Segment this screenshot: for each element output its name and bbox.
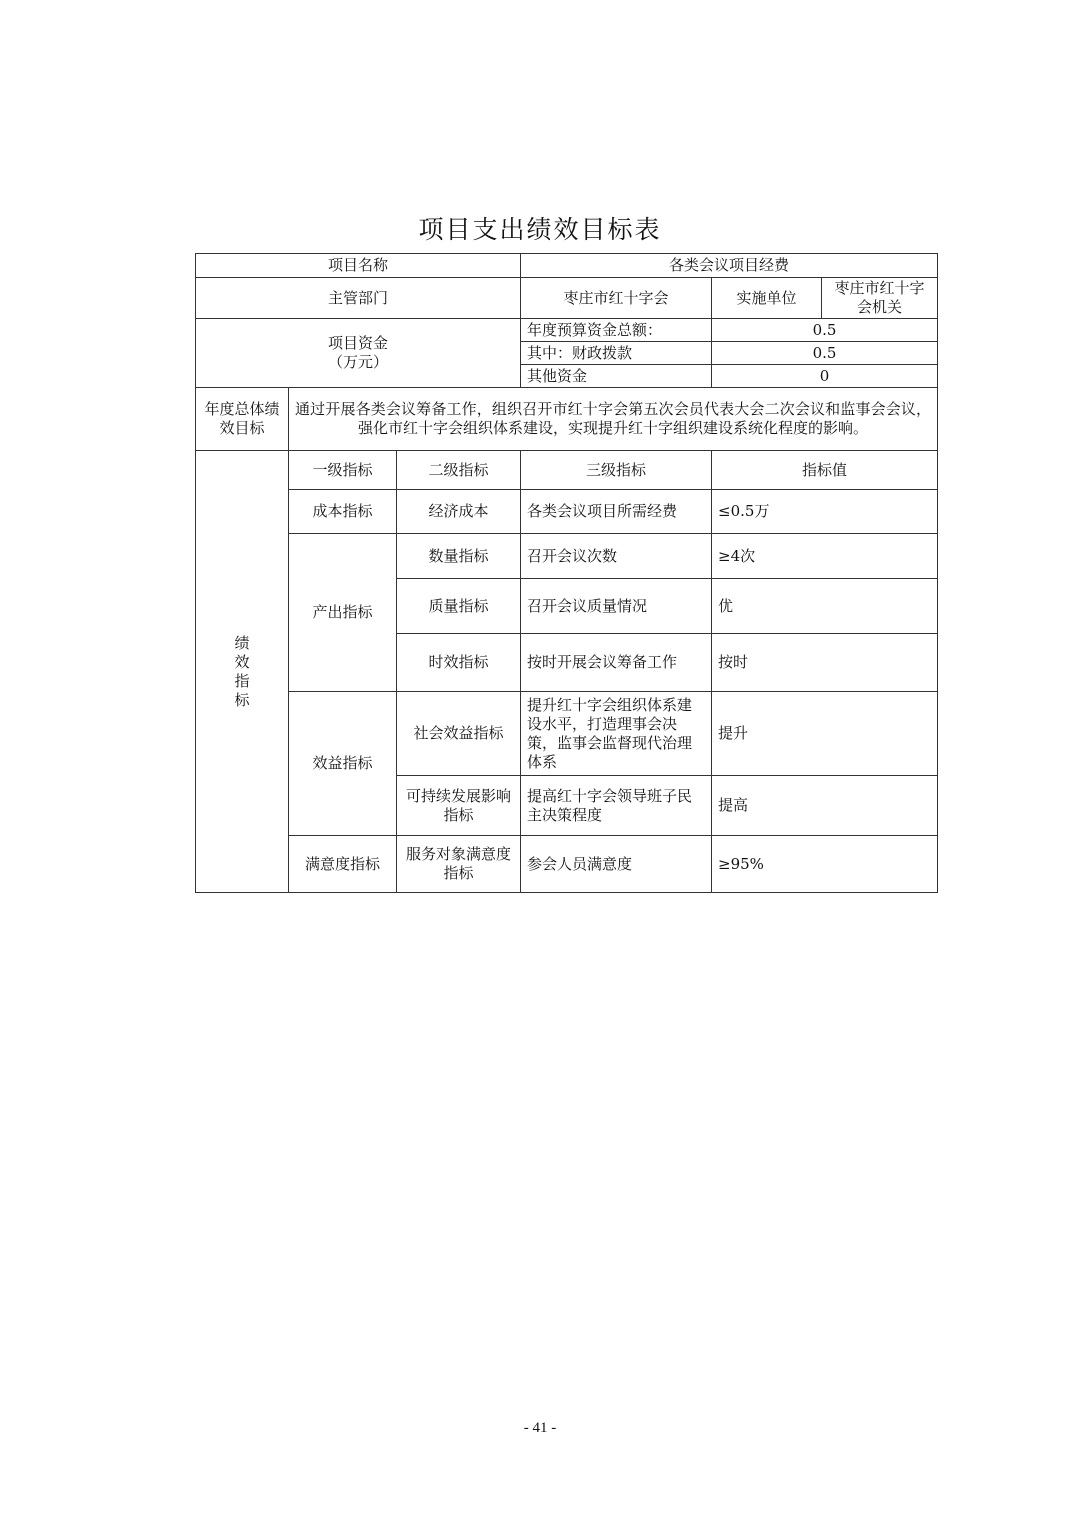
perf-label-char: 指 bbox=[234, 671, 250, 690]
goal-text: 通过开展各类会议筹备工作，组织召开市红十字会第五次会员代表大会二次会议和监事会会议，强化市红十字会组织体系建设，实现提升红十字组织建设系统化程度的影响。 bbox=[289, 388, 938, 451]
output-quantity-level2: 数量指标 bbox=[397, 534, 521, 579]
table-row bbox=[196, 254, 938, 278]
table-title: 项目支出绩效目标表 bbox=[418, 215, 662, 244]
output-level1: 产出指标 bbox=[289, 534, 397, 692]
table-row bbox=[196, 534, 938, 579]
benefit-level1: 效益指标 bbox=[289, 692, 397, 836]
performance-target-table bbox=[195, 253, 938, 893]
benefit-social-level3: 提升红十字会组织体系建设水平，打造理事会决策，监事会监督现代治理体系 bbox=[521, 692, 712, 776]
table-row bbox=[196, 836, 938, 893]
perf-label-char: 绩 bbox=[234, 633, 250, 652]
cost-level2: 经济成本 bbox=[397, 490, 521, 534]
table-row bbox=[196, 490, 938, 534]
cost-level3: 各类会议项目所需经费 bbox=[521, 490, 712, 534]
benefit-sustainable-level2: 可持续发展影响指标 bbox=[397, 776, 521, 836]
table-row bbox=[196, 278, 938, 319]
output-quality-level2: 质量指标 bbox=[397, 579, 521, 634]
project-name-label: 项目名称 bbox=[196, 254, 521, 278]
table-row bbox=[196, 388, 938, 451]
output-timeliness-level3: 按时开展会议筹备工作 bbox=[521, 634, 712, 692]
fund-label-line1: 项目资金 bbox=[328, 334, 389, 352]
goal-label: 年度总体绩效目标 bbox=[196, 388, 289, 451]
fund-label-line2: （万元） bbox=[328, 353, 389, 371]
impl-label: 实施单位 bbox=[712, 278, 822, 319]
table-row bbox=[196, 319, 938, 342]
output-quantity-value: ≥4次 bbox=[712, 534, 938, 579]
benefit-sustainable-level3: 提高红十字会领导班子民主决策程度 bbox=[521, 776, 712, 836]
fund-other-label: 其他资金 bbox=[521, 365, 712, 388]
benefit-sustainable-value: 提高 bbox=[712, 776, 938, 836]
benefit-social-value: 提升 bbox=[712, 692, 938, 776]
output-timeliness-value: 按时 bbox=[712, 634, 938, 692]
cost-level1: 成本指标 bbox=[289, 490, 397, 534]
fund-other-value: 0 bbox=[712, 365, 938, 388]
table-row bbox=[196, 692, 938, 776]
page-number: - 41 - bbox=[523, 1420, 557, 1436]
header-level1: 一级指标 bbox=[289, 451, 397, 490]
output-quality-level3: 召开会议质量情况 bbox=[521, 579, 712, 634]
satisfaction-value: ≥95% bbox=[712, 836, 938, 893]
output-timeliness-level2: 时效指标 bbox=[397, 634, 521, 692]
fund-label bbox=[196, 319, 521, 388]
output-quantity-level3: 召开会议次数 bbox=[521, 534, 712, 579]
dept-value: 枣庄市红十字会 bbox=[521, 278, 712, 319]
perf-label-char: 效 bbox=[234, 652, 250, 671]
fund-total-label: 年度预算资金总额： bbox=[521, 319, 712, 342]
perf-label-char: 标 bbox=[234, 690, 250, 709]
fund-fiscal-value: 0.5 bbox=[712, 342, 938, 365]
table-row bbox=[196, 451, 938, 490]
perf-label bbox=[196, 451, 289, 893]
output-quality-value: 优 bbox=[712, 579, 938, 634]
satisfaction-level3: 参会人员满意度 bbox=[521, 836, 712, 893]
impl-value: 枣庄市红十字会机关 bbox=[822, 278, 938, 319]
header-level3: 三级指标 bbox=[521, 451, 712, 490]
fund-total-value: 0.5 bbox=[712, 319, 938, 342]
benefit-social-level2: 社会效益指标 bbox=[397, 692, 521, 776]
cost-value: ≤0.5万 bbox=[712, 490, 938, 534]
fund-fiscal-label: 其中：财政拨款 bbox=[521, 342, 712, 365]
dept-label: 主管部门 bbox=[196, 278, 521, 319]
header-value: 指标值 bbox=[712, 451, 938, 490]
header-level2: 二级指标 bbox=[397, 451, 521, 490]
satisfaction-level2: 服务对象满意度指标 bbox=[397, 836, 521, 893]
satisfaction-level1: 满意度指标 bbox=[289, 836, 397, 893]
project-name-value: 各类会议项目经费 bbox=[521, 254, 938, 278]
